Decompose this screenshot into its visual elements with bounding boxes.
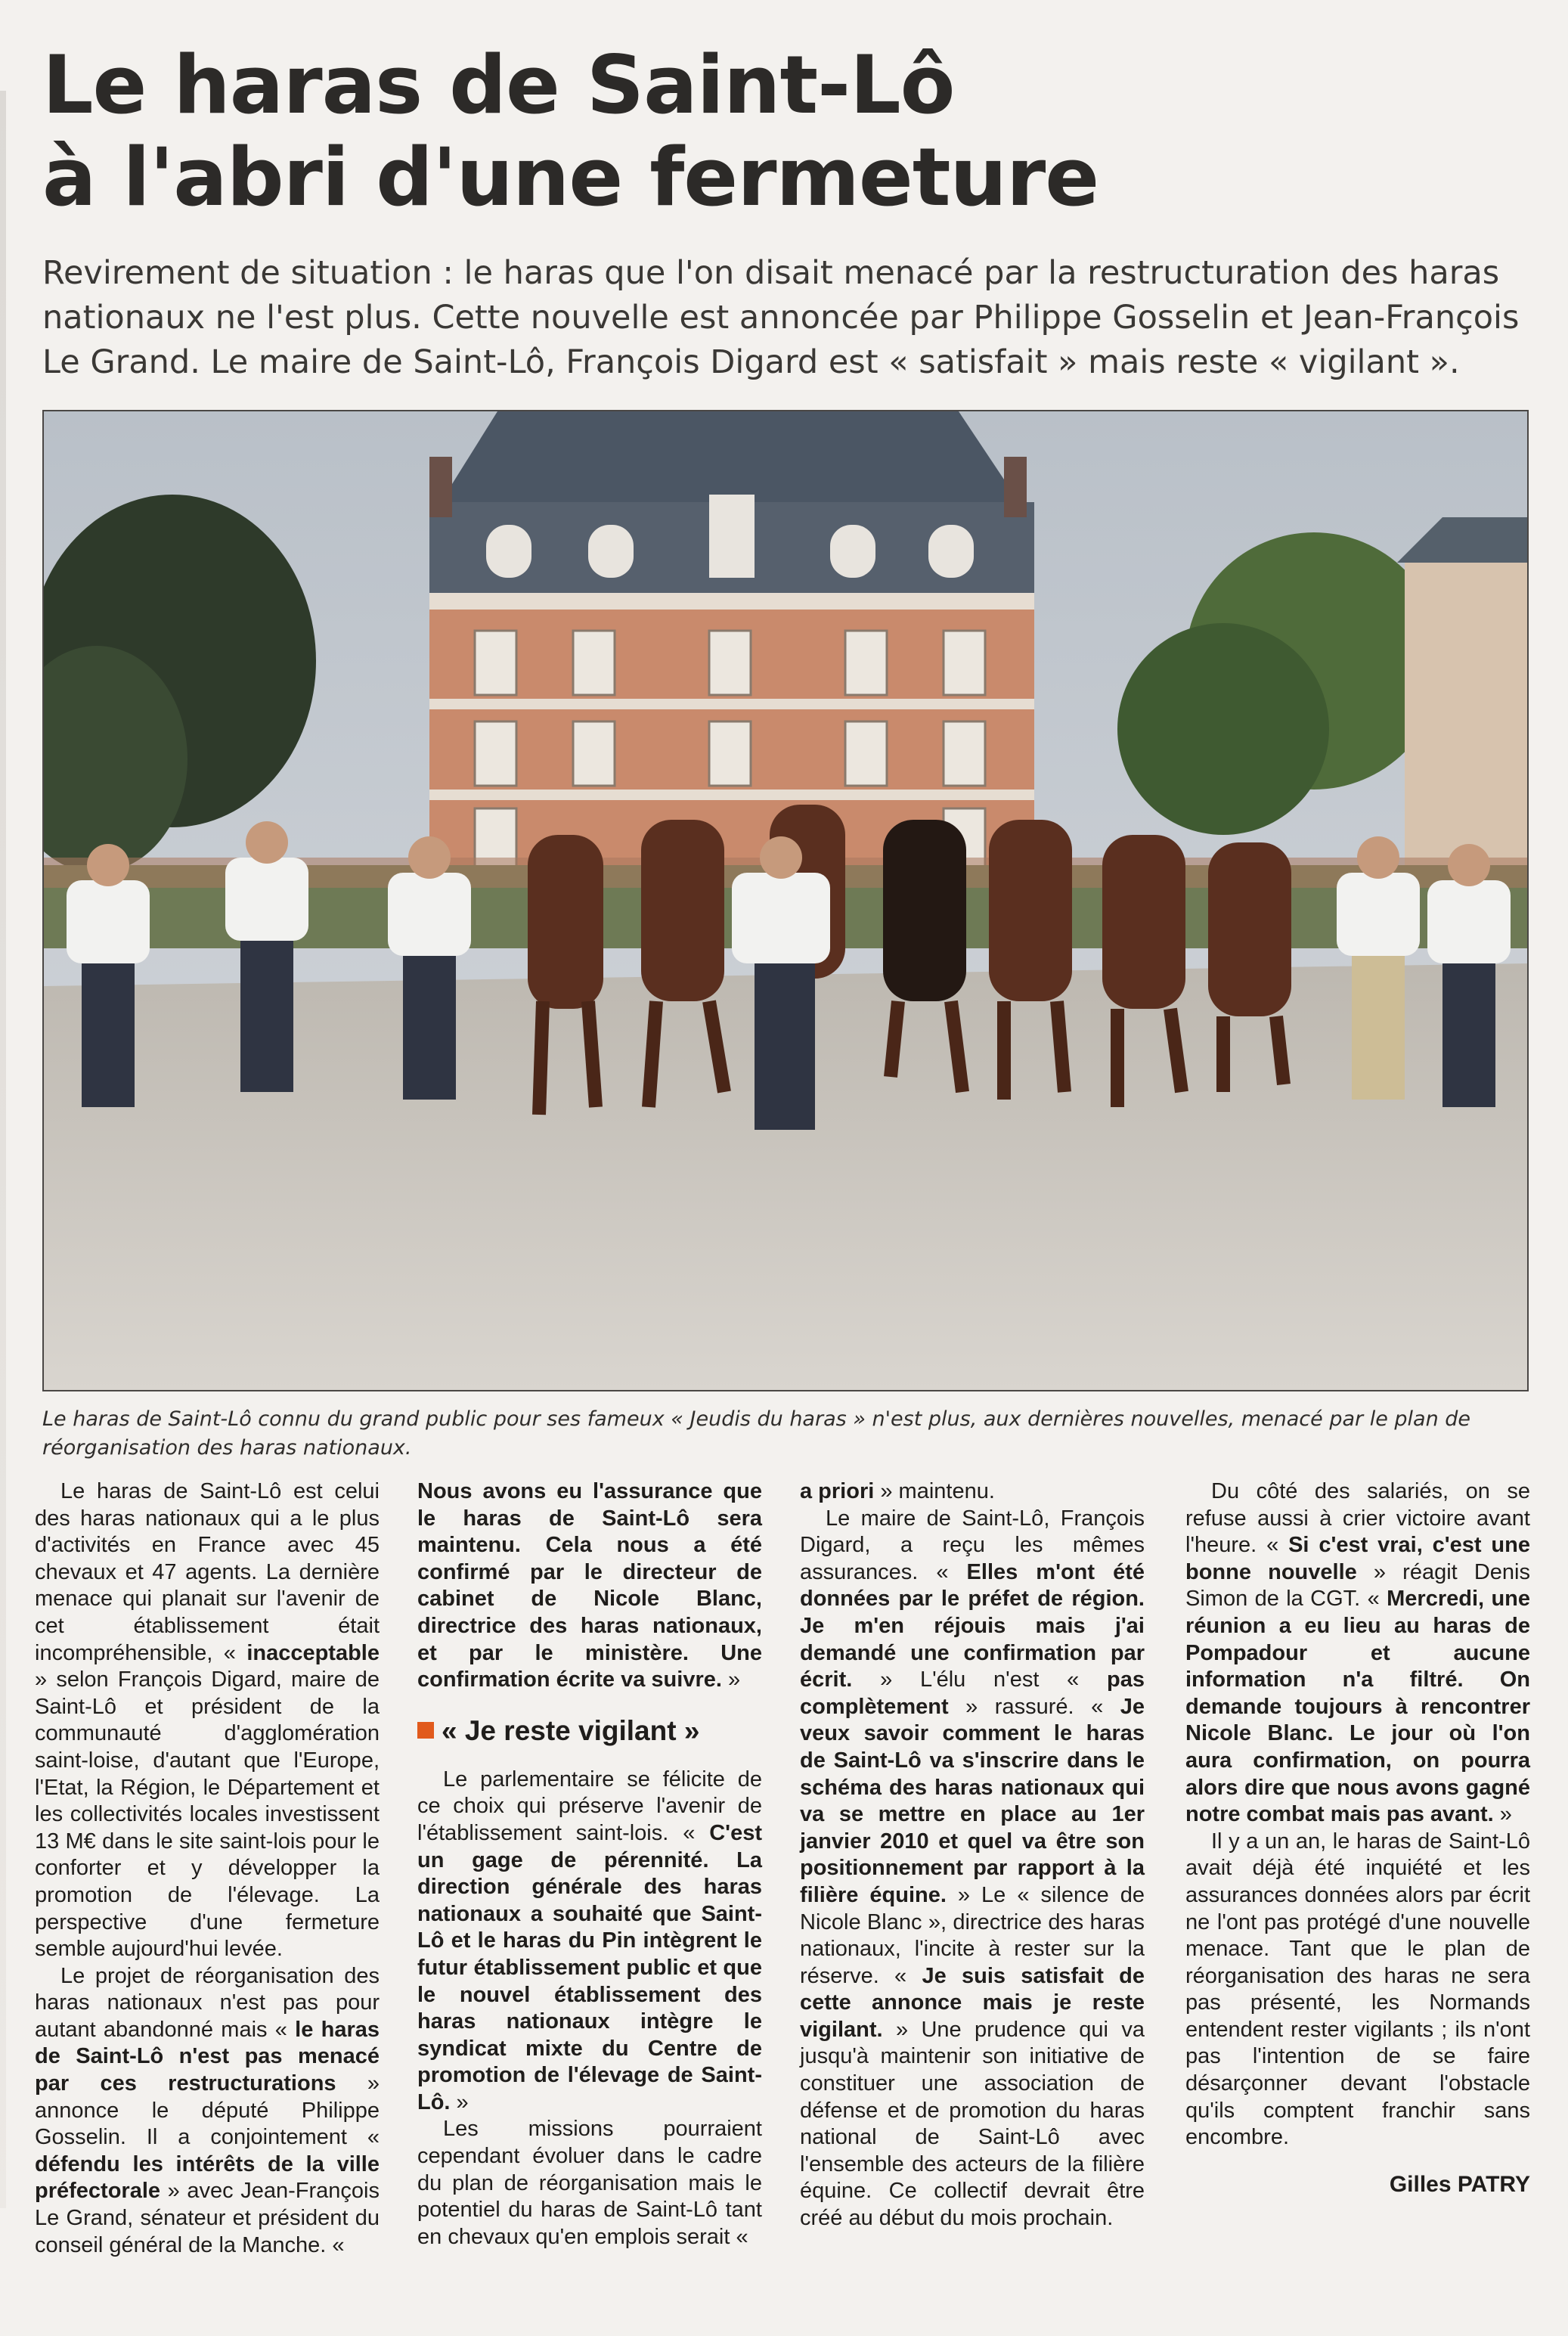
paragraph [800,1478,1145,1506]
page-edge-shadow [0,91,6,2208]
subhead-text: « Je reste vigilant » [442,1714,700,1746]
headline-line-1: Le haras de Saint-Lô [42,39,955,132]
text-run: » Le « silence de Nicole Blanc », directrice des haras nationaux, l'incite à rester sur la réserve. « [800,1882,1145,1988]
text-run: Le haras de Saint-Lô est celui des haras nationaux qui a le plus d'activités en France avec 45 chevaux et 47 agents. La dernière menace qui planait sur l'avenir de cet établissement était incompréhensible, « [35,1479,380,1665]
text-run: » Une prudence qui va jusqu'à maintenir son initiative de constituer une association de défense et de promotion du haras national de Saint-Lô avec l'ensemble des acteurs de la filière équine. Ce collectif devrait être créé au début du mois prochain. [800,2017,1145,2231]
bold-run: Nous avons eu l'assurance que le haras de Saint-Lô sera maintenu. Cela nous a été confirmé par le directeur de cabinet de Nicole Blanc, directrice des haras nationaux, et par le ministère. Une confirmation écrite va suivre. [417,1479,762,1692]
bold-run: défendu les intérêts de la ville préfectorale [35,2151,380,2204]
paragraph [800,1506,1145,2232]
text-run: » selon François Digard, maire de Saint-Lô et président de la communauté d'agglomération saint-loise, d'autant que l'Europe, l'Etat, la Région, le Département et les collectivités locales investissent 13 M€ dans le site saint-lois pour le conforter et y développer la promotion de l'élevage. La perspective d'une fermeture semble aujourd'hui levée. [35,1667,380,1962]
text-run: » réagit Denis Simon de la CGT. « [1185,1559,1530,1612]
bold-run: Elles m'ont été données par le préfet de région. Je m'en réjouis mais j'ai demandé une confirmation par écrit. [800,1559,1145,1692]
bold-run: C'est un gage de pérennité. La direction générale des haras nationaux a souhaité que Saint-Lô et le haras du Pin intègrent le futur établissement public et que le nouvel établissement des haras nationaux intègre le syndicat mixte du Centre de promotion de l'élevage de Saint-Lô. [417,1820,762,2114]
bold-run: le haras de Saint-Lô n'est pas menacé par ces restructurations [35,2017,380,2096]
bold-run: Je veux savoir comment le haras de Saint-Lô va s'inscrire dans le schéma des haras nationaux qui va se mettre en place au 1er janvier 2010 et quel va être son positionnement par rapport à la filière équine. [800,1694,1145,1907]
paragraph [1185,1478,1530,1829]
text-run: Du côté des salariés, on se refuse aussi à crier victoire avant l'heure. « [1185,1479,1530,1558]
text-run: » avec Jean-François Le Grand, sénateur et président du conseil général de la Manche. « [35,2179,380,2257]
bold-run: Si c'est vrai, c'est une bonne nouvelle [1185,1533,1530,1584]
article-body [35,1478,1532,2295]
text-run: Le projet de réorganisation des haras nationaux n'est pas pour autant abandonné mais « [35,1963,380,2042]
bold-run: inacceptable [246,1640,380,1665]
bold-run: pas complètement [800,1667,1145,1719]
paragraph [35,1963,380,2260]
text-run: » rassuré. « [948,1694,1120,1719]
bold-run: Mercredi, une réunion a eu lieu au haras de Pompadour et aucune information n'a filtré. On demande toujours à rencontrer Nicole Blanc. Le jour où l'on aura confirmation, on pourra alors dire que nous avons gagné notre combat mais pas avant. [1185,1587,1531,1827]
paragraph [417,1478,762,1694]
text-run: Le maire de Saint-Lô, François Digard, a reçu les mêmes assurances. « [800,1506,1145,1584]
article-photo [42,410,1529,1391]
paragraph [1185,1829,1530,2151]
paragraph [35,1478,380,1963]
text-run: Le parlementaire se félicite de ce choix qui préserve l'avenir de l'établissement saint-lois. « [417,1767,762,1845]
article-signature: Gilles PATRY [1389,2171,1530,2197]
text-run: » annonce le député Philippe Gosselin. Il a conjointement « [35,2071,380,2150]
article-column-2 [417,1478,762,2251]
text-run: » [450,2089,469,2114]
photo-caption: Le haras de Saint-Lô connu du grand public pour ses fameux « Jeudis du haras » n'est plus, aux dernières nouvelles, menacé par le plan de réorganisation des haras nationaux. [42,1407,1471,1460]
text-run: Il y a un an, le haras de Saint-Lô avait déjà été inquiété et les assurances données alors par écrit ne l'ont pas protégé d'une nouvelle menace. Tant que le plan de réorganisation des haras ne sera pas présenté, les Normands entendent rester vigilants ; ils n'ont pas l'intention de se faire désarçonner devant l'obstacle qu'ils comptent franchir sans encombre. [1185,1829,1530,2150]
article-column-1 [35,1478,380,2259]
paragraph [417,1767,762,2117]
headline-line-2: à l'abri d'une fermeture [42,131,1099,224]
bold-run: a priori [800,1479,875,1503]
article-lede: Revirement de situation : le haras que l'on disait menacé par la restructuration des haras nationaux ne l'est plus. Cette nouvelle est annoncée par Philippe Gosselin et Jean-François Le Grand. Le maire de Saint-Lô, François Digard est « satisfait » mais reste « vigilant ». [42,254,1520,381]
article-column-3 [800,1478,1145,2232]
bold-run: Je suis satisfait de cette annonce mais je reste vigilant. [800,1963,1145,2042]
text-run: » L'élu n'est « [852,1667,1108,1692]
paragraph [417,2116,762,2251]
text-run: » maintenu. [874,1479,995,1503]
article-column-4 [1185,1478,1530,2198]
text-run: » [721,1667,741,1692]
text-run: Les missions pourraient cependant évoluer dans le cadre du plan de réorganisation mais le potentiel du haras de Saint-Lô tant en chevaux qu'en emplois serait « [417,2117,762,2249]
subhead-marker-icon [417,1722,434,1739]
text-run: » [1493,1802,1512,1827]
article-headline [42,39,1479,224]
photo-haras-horses-illustration [44,411,1527,1390]
section-subhead [417,1714,762,1748]
